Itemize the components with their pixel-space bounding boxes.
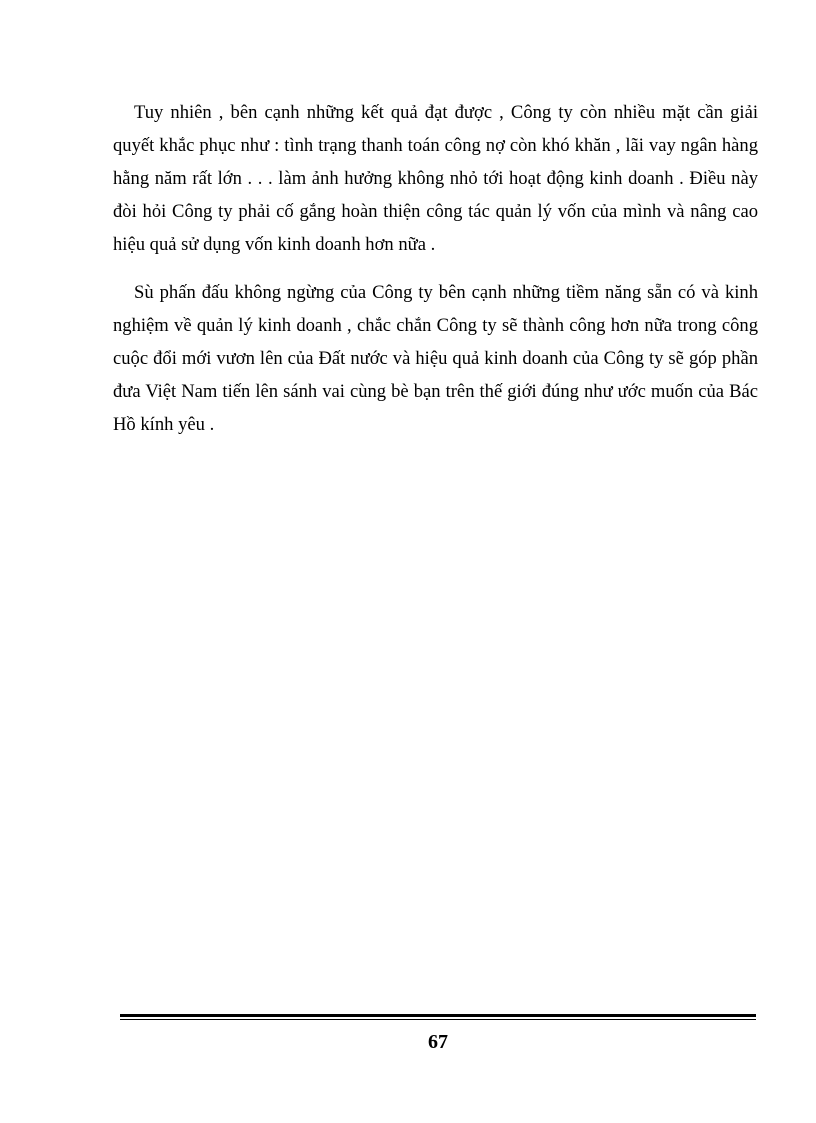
paragraph: Sù phấn đấu không ngừng của Công ty bên cạnh những tiềm năng sẵn có và kinh nghiệm về quản lý kinh doanh , chắc chắn Công ty sẽ thành công hơn nữa trong công cuộc đổi mới vươn lên của Đất nước và hiệu quả kinh doanh của Công ty sẽ góp phần đưa Việt Nam tiến lên sánh vai cùng bè bạn trên thế giới đúng như ước muốn của Bác Hồ kính yêu . <box>113 282 758 435</box>
body-text <box>113 96 758 456</box>
footer-divider <box>120 1014 756 1020</box>
paragraph: Tuy nhiên , bên cạnh những kết quả đạt được , Công ty còn nhiều mặt cần giải quyết khắc phục như : tình trạng thanh toán công nợ còn khó khăn , lãi vay ngân hàng hằng năm rất lớn . . . làm ảnh hưởng không nhỏ tới hoạt động kinh doanh . Điều này đòi hỏi Công ty phải cố gắng hoàn thiện công tác quản lý vốn của mình và nâng cao hiệu quả sử dụng vốn kinh doanh hơn nữa . <box>113 102 758 255</box>
page-number: 67 <box>428 1031 448 1053</box>
footer-rule-thin <box>120 1019 756 1020</box>
footer-rule-thick <box>120 1014 756 1017</box>
